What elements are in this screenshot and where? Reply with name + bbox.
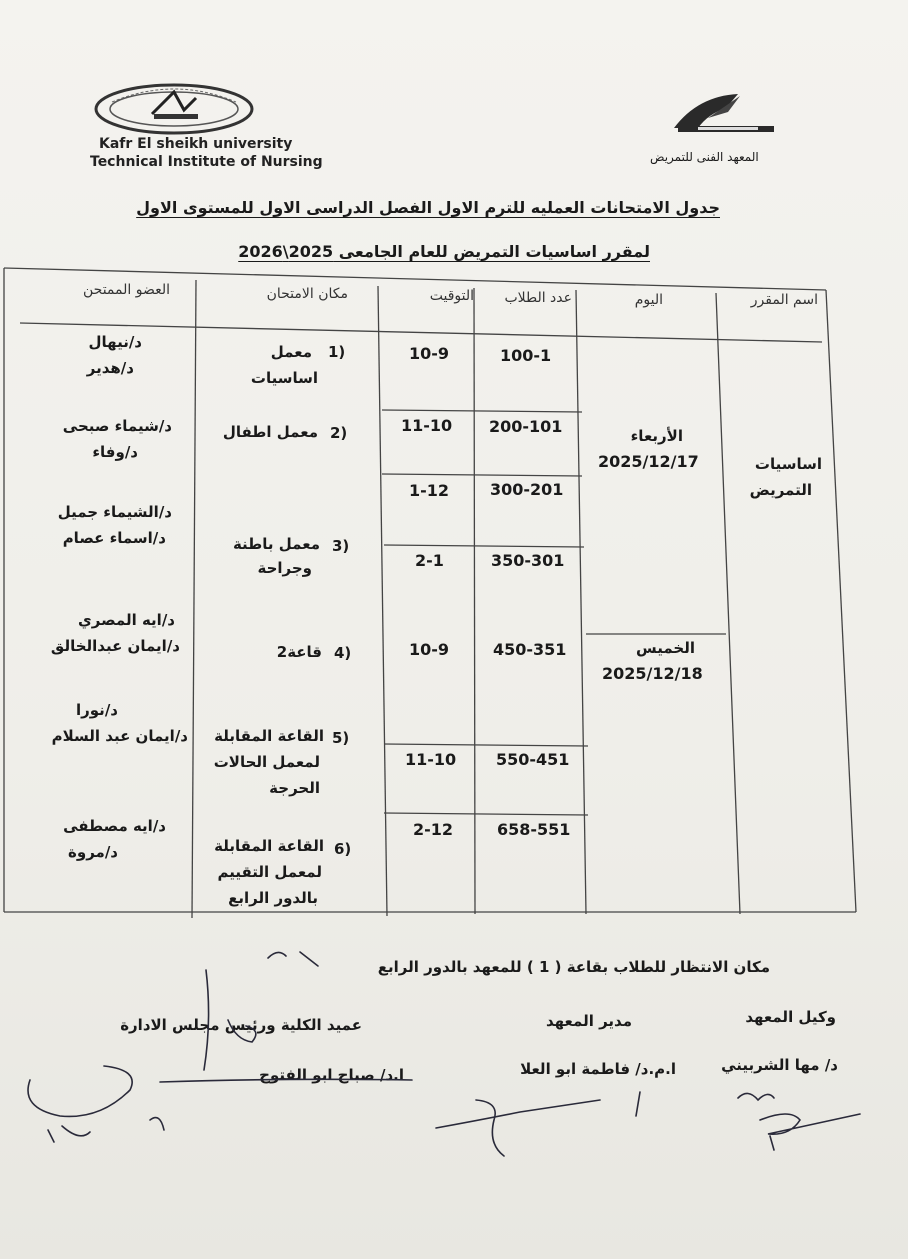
- time-slot: 10-9: [409, 344, 450, 363]
- signature-name: د/ مها الشربيني: [721, 1056, 838, 1074]
- examiner-name: د/نورا: [76, 701, 118, 719]
- place-number: 6): [334, 840, 352, 858]
- place-number: 3): [332, 537, 350, 555]
- signature-title: وكيل المعهد: [745, 1008, 836, 1026]
- examiner-name: د/ايمان عبد السلام: [51, 727, 188, 745]
- header-time: التوقيت: [429, 288, 474, 304]
- examiner-name: د/ايمان عبدالخالق: [50, 637, 180, 655]
- place-line: لمعمل التقييم: [217, 863, 322, 881]
- document-subtitle: لمقرر اساسيات التمريض للعام الجامعى 2025\2026: [238, 242, 650, 261]
- examiner-name: د/وفاء: [92, 443, 138, 461]
- signature-title: عميد الكلية ورئيس مجلس الادارة: [120, 1016, 362, 1034]
- header-students-count: عدد الطلاب: [504, 290, 572, 306]
- students-range: 350-301: [491, 551, 565, 570]
- students-range: 100-1: [500, 346, 552, 365]
- signature-name: ا.م.د/ فاطمة ابو العلا: [520, 1060, 676, 1078]
- examiner-name: د/هدير: [86, 359, 134, 377]
- place-line: بالدور الرابع: [228, 889, 318, 907]
- place-line: وجراحة: [257, 559, 312, 577]
- institute-name-en: Technical Institute of Nursing: [90, 154, 323, 170]
- place-line: معمل اطفال: [222, 423, 318, 441]
- signature-name: ا.د/ صباح ابو الفتوح: [259, 1066, 404, 1084]
- header-course-name: اسم المقرر: [750, 292, 818, 308]
- course-name-line: التمريض: [749, 481, 812, 499]
- header-day: اليوم: [634, 292, 663, 308]
- time-slot: 11-10: [405, 750, 457, 769]
- header-examiner: العضو الممتحن: [83, 282, 170, 298]
- place-line: معمل: [270, 343, 312, 361]
- examiner-name: د/اسماء عصام: [62, 529, 166, 547]
- time-slot: 2-12: [413, 820, 454, 839]
- institute-name-ar: المعهد الفنى للتمريض: [650, 150, 759, 164]
- students-range: 300-201: [490, 480, 564, 499]
- course-name-line: اساسيات: [754, 455, 822, 473]
- place-number: 5): [332, 729, 350, 747]
- handwritten-signatures: [0, 930, 908, 1170]
- day-date: 2025/12/18: [602, 664, 703, 683]
- document-title: جدول الامتحانات العمليه للترم الاول الفصل الدراسى الاول للمستوى الاول: [136, 198, 720, 217]
- students-range: 450-351: [493, 640, 567, 659]
- waiting-place-note: مكان الانتظار للطلاب بقاعة ( 1 ) للمعهد بالدور الرابع: [377, 958, 770, 976]
- place-line: القاعة المقابلة: [214, 837, 324, 855]
- place-line: قاعة2: [276, 643, 322, 661]
- place-line: القاعة المقابلة: [214, 727, 324, 745]
- place-line: الحرجة: [269, 779, 320, 797]
- students-range: 658-551: [497, 820, 571, 839]
- place-number: 1): [328, 343, 346, 361]
- examiner-name: د/نيهال: [88, 333, 142, 351]
- day-name: الأربعاء: [630, 427, 683, 445]
- students-range: 550-451: [496, 750, 570, 769]
- time-slot: 1-12: [409, 481, 450, 500]
- university-name-en: Kafr El sheikh university: [99, 136, 293, 152]
- place-line: معمل باطنة: [232, 535, 320, 553]
- place-line: لمعمل الحالات: [213, 753, 320, 771]
- time-slot: 10-9: [409, 640, 450, 659]
- header-exam-place: مكان الامتحان: [266, 286, 348, 302]
- signature-title: مدير المعهد: [545, 1012, 632, 1030]
- place-number: 4): [334, 644, 352, 662]
- examiner-name: د/مروة: [68, 843, 118, 861]
- examiner-name: د/الشيماء جميل: [57, 503, 172, 521]
- examiner-name: د/شيماء صبحى: [62, 417, 172, 435]
- examiner-name: د/ايه المصري: [78, 611, 175, 629]
- examiner-name: د/ايه مصطفى: [63, 817, 166, 835]
- day-date: 2025/12/17: [598, 452, 699, 471]
- time-slot: 2-1: [415, 551, 444, 570]
- students-range: 200-101: [489, 417, 563, 436]
- place-line: اساسيات: [250, 369, 318, 387]
- place-number: 2): [330, 424, 348, 442]
- day-name: الخميس: [636, 639, 695, 657]
- time-slot: 11-10: [401, 416, 453, 435]
